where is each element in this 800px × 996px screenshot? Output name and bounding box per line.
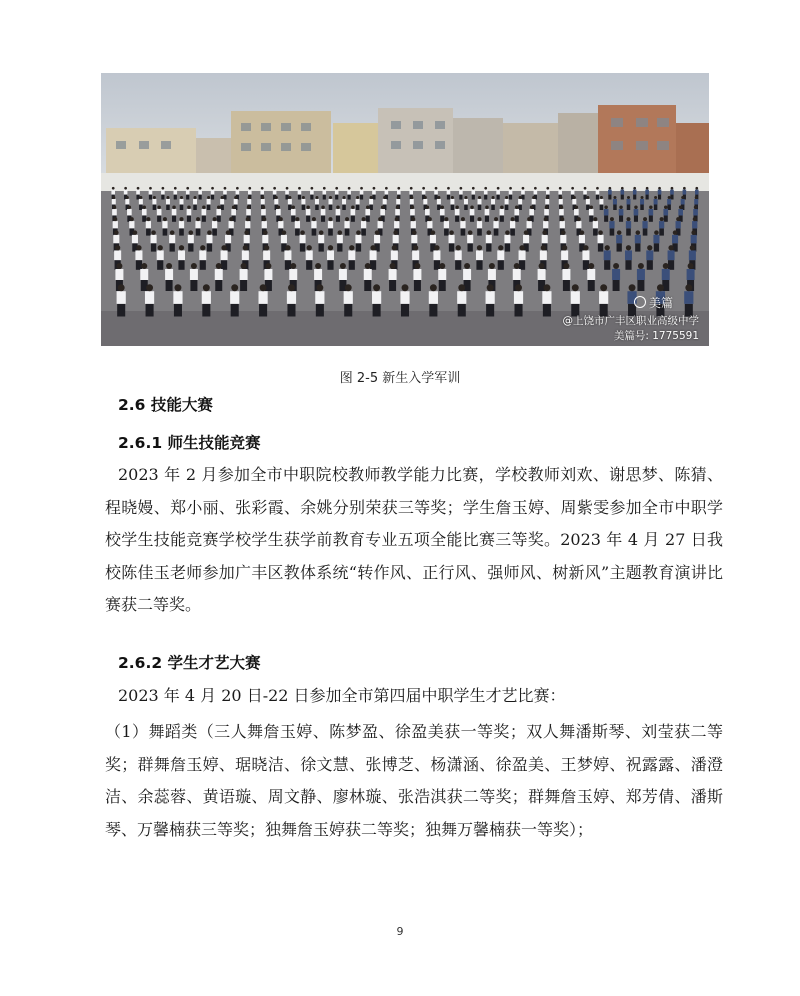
student-figure [221, 250, 228, 260]
student-figure [683, 190, 687, 195]
student-figure [589, 209, 594, 215]
student-figure [488, 269, 496, 280]
student-figure [311, 221, 316, 228]
student-figure [327, 250, 334, 260]
paragraph-teacher-student-competition: 2023 年 2 月参加全市中职院校教师教学能力比赛，学校教师刘欢、谢思梦、陈猜、程晓嫚、郑小丽、张彩霞、余姚分别荣获三等奖；学生詹玉婷、周紫雯参加全市中职学校学生技能竞赛学校学生获学前教育专业五项全能比赛三等奖。2023 年 4 月 27 日我校陈佳玉老师参加广丰区教体系统“转作风、正行风、强师风、树新风”主题教育演讲比赛获二等奖。 [105, 465, 723, 614]
student-figure [245, 221, 250, 228]
student-figure [212, 221, 217, 228]
student-figure [173, 291, 182, 304]
student-figure [206, 235, 212, 243]
student-figure [385, 190, 389, 195]
student-figure [646, 250, 653, 260]
student-figure [444, 221, 449, 228]
student-figure [364, 269, 372, 280]
student-figure [361, 221, 366, 228]
student-figure [434, 190, 438, 195]
student-figure [663, 209, 668, 215]
student-figure [540, 250, 547, 260]
student-figure [598, 235, 604, 243]
student-figure [335, 190, 339, 195]
student-figure [246, 209, 251, 215]
student-figure [179, 221, 184, 228]
student-figure [397, 190, 401, 195]
student-figure [587, 269, 595, 280]
student-figure [455, 209, 460, 215]
list-item-dance: （1）舞蹈类（三人舞詹玉婷、陈梦盈、徐盈美获一等奖；双人舞潘斯琴、刘莹获二等奖；群舞詹玉婷、琚晓洁、徐文慧、张博芝、杨潇涵、徐盈美、王梦婷、祝露露、潘澄洁、余蕊蓉、黄语璇、周文静、廖林璇、张浩淇获二等奖；群舞詹玉婷、郑芳倩、潘斯琴、万馨楠获三等奖；独舞詹玉婷获二等奖；独舞万馨楠获一等奖）； [105, 722, 723, 839]
student-figure [262, 235, 268, 243]
student-figure [306, 209, 311, 215]
student-figure [216, 209, 221, 215]
student-figure [559, 199, 563, 205]
section-heading-2-6: 2.6 技能大赛 [118, 396, 213, 414]
student-figure [136, 190, 140, 195]
student-figure [513, 269, 521, 280]
military-training-photo [101, 73, 709, 346]
student-figure [608, 190, 612, 195]
student-figure [114, 250, 121, 260]
section-heading-2-6-2: 2.6.2 学生才艺大赛 [118, 654, 261, 672]
student-figure [510, 221, 515, 228]
student-figure [457, 291, 466, 304]
meipian-logo-icon [634, 296, 646, 308]
student-figure [433, 250, 440, 260]
student-figure [231, 209, 236, 215]
student-figure [695, 190, 699, 195]
student-figure [449, 235, 455, 243]
student-figure [440, 209, 445, 215]
student-figure [223, 190, 227, 195]
student-figure [422, 190, 426, 195]
student-figure [380, 209, 385, 215]
student-figure [545, 199, 549, 205]
student-figure [627, 199, 631, 205]
student-figure [115, 269, 123, 280]
student-figure [576, 221, 581, 228]
student-figure [344, 221, 349, 228]
student-figure [486, 291, 495, 304]
student-figure [542, 291, 551, 304]
student-figure [560, 235, 566, 243]
student-figure [620, 190, 624, 195]
student-figure [202, 209, 207, 215]
student-figure [427, 221, 432, 228]
student-figure [260, 190, 264, 195]
student-figure [336, 209, 341, 215]
student-figure [113, 235, 119, 243]
student-figure [124, 190, 128, 195]
student-figure [258, 291, 267, 304]
page-number: 9 [396, 925, 404, 938]
student-figure [365, 209, 370, 215]
student-figure [599, 199, 603, 205]
student-figure [455, 250, 462, 260]
student-figure [529, 209, 534, 215]
student-figure [640, 199, 644, 205]
student-figure [659, 221, 664, 228]
student-figure [186, 190, 190, 195]
student-figure [410, 209, 415, 215]
student-figure [471, 190, 475, 195]
student-figure [572, 199, 576, 205]
student-figure [166, 199, 170, 205]
student-figure [521, 190, 525, 195]
photo-illustration [101, 73, 709, 346]
student-figure [467, 235, 473, 243]
student-figure [135, 250, 142, 260]
student-figure [157, 250, 164, 260]
student-figure [278, 221, 283, 228]
student-figure [112, 209, 117, 215]
student-figure [491, 199, 495, 205]
student-figure [262, 221, 267, 228]
student-figure [538, 269, 546, 280]
watermark-id: 美篇号: 1775591 [613, 330, 699, 342]
student-figure [161, 190, 165, 195]
student-figure [298, 190, 302, 195]
student-figure [626, 221, 631, 228]
student-figure [188, 235, 194, 243]
student-figure [411, 221, 416, 228]
student-figure [593, 221, 598, 228]
watermark-school: @上饶市广丰区职业高级中学 [562, 315, 699, 327]
student-figure [202, 291, 211, 304]
student-figure [500, 209, 505, 215]
student-figure [339, 269, 347, 280]
student-figure [285, 190, 289, 195]
student-figure [234, 199, 238, 205]
student-figure [360, 190, 364, 195]
student-figure [613, 199, 617, 205]
student-figure [649, 209, 654, 215]
student-figure [678, 209, 683, 215]
student-figure [667, 199, 671, 205]
student-figure [281, 235, 287, 243]
student-figure [514, 291, 523, 304]
student-figure [157, 209, 162, 215]
student-figure [523, 235, 529, 243]
student-figure [546, 190, 550, 195]
student-figure [322, 190, 326, 195]
student-figure [140, 269, 148, 280]
student-figure [321, 209, 326, 215]
student-figure [527, 221, 532, 228]
student-figure [329, 199, 333, 205]
student-figure [411, 235, 417, 243]
student-figure [505, 199, 509, 205]
student-figure [112, 199, 116, 205]
student-figure [574, 209, 579, 215]
student-figure [463, 269, 471, 280]
student-figure [571, 291, 580, 304]
student-figure [125, 199, 129, 205]
student-figure [681, 199, 685, 205]
student-figure [244, 235, 250, 243]
student-figure [450, 199, 454, 205]
student-figure [394, 221, 399, 228]
student-figure [519, 250, 526, 260]
student-figure [460, 221, 465, 228]
student-figure [190, 269, 198, 280]
student-figure [477, 221, 482, 228]
student-figure [215, 269, 223, 280]
student-figure [240, 269, 248, 280]
watermark-logo-text: 美篇 [648, 296, 673, 310]
student-figure [579, 235, 585, 243]
student-figure [172, 209, 177, 215]
student-figure [111, 190, 115, 195]
student-figure [504, 235, 510, 243]
student-figure [604, 209, 609, 215]
student-figure [149, 190, 153, 195]
student-figure [193, 199, 197, 205]
student-figure [658, 190, 662, 195]
student-figure [544, 209, 549, 215]
student-figure [599, 291, 608, 304]
student-figure [464, 199, 468, 205]
student-figure [486, 235, 492, 243]
student-figure [410, 199, 414, 205]
watermark-logo [634, 294, 673, 311]
student-figure [484, 190, 488, 195]
student-figure [558, 190, 562, 195]
student-figure [670, 190, 674, 195]
student-figure [430, 235, 436, 243]
student-figure [356, 199, 360, 205]
student-figure [514, 209, 519, 215]
student-figure [694, 199, 698, 205]
student-figure [470, 209, 475, 215]
student-figure [151, 235, 157, 243]
student-figure [612, 269, 620, 280]
student-figure [315, 199, 319, 205]
student-figure [288, 199, 292, 205]
student-figure [586, 199, 590, 205]
student-figure [348, 250, 355, 260]
student-figure [534, 190, 538, 195]
student-figure [687, 269, 695, 280]
student-figure [413, 269, 421, 280]
student-figure [129, 221, 134, 228]
student-figure [162, 221, 167, 228]
student-figure [429, 291, 438, 304]
student-figure [318, 235, 324, 243]
student-figure [273, 190, 277, 195]
student-figure [328, 221, 333, 228]
student-figure [423, 199, 427, 205]
student-figure [314, 269, 322, 280]
student-figure [672, 235, 678, 243]
student-figure [400, 291, 409, 304]
student-figure [342, 199, 346, 205]
student-figure [485, 209, 490, 215]
student-figure [372, 291, 381, 304]
student-figure [173, 190, 177, 195]
student-figure [619, 209, 624, 215]
student-figure [306, 250, 313, 260]
student-figure [383, 199, 387, 205]
student-figure [165, 269, 173, 280]
student-figure [393, 235, 399, 243]
student-figure [347, 190, 351, 195]
student-figure [532, 199, 536, 205]
student-figure [180, 199, 184, 205]
student-figure [409, 190, 413, 195]
student-figure [274, 199, 278, 205]
student-figure [571, 190, 575, 195]
student-figure [169, 235, 175, 243]
student-figure [438, 269, 446, 280]
student-figure [668, 250, 675, 260]
student-figure [315, 291, 324, 304]
student-figure [113, 221, 118, 228]
student-figure [437, 199, 441, 205]
student-figure [344, 291, 353, 304]
student-figure [145, 291, 154, 304]
student-figure [287, 291, 296, 304]
student-figure [634, 209, 639, 215]
student-figure [616, 235, 622, 243]
student-figure [637, 269, 645, 280]
student-figure [645, 190, 649, 195]
student-figure [263, 250, 270, 260]
student-figure [543, 221, 548, 228]
figure-caption: 图 2-5 新生入学军训 [339, 371, 461, 386]
paragraph-talent-intro: 2023 年 4 月 20 日-22 日参加全市第四届中职学生才艺比赛： [118, 686, 566, 705]
student-figure [662, 269, 670, 280]
student-figure [378, 221, 383, 228]
student-figure [493, 221, 498, 228]
student-figure [211, 190, 215, 195]
student-figure [625, 250, 632, 260]
student-figure [653, 235, 659, 243]
student-figure [284, 250, 291, 260]
student-figure [355, 235, 361, 243]
student-figure [289, 269, 297, 280]
student-figure [559, 209, 564, 215]
student-figure [301, 199, 305, 205]
student-figure [198, 190, 202, 195]
student-figure [117, 291, 126, 304]
section-heading-2-6-1: 2.6.1 师生技能竞赛 [118, 434, 261, 452]
student-figure [225, 235, 231, 243]
student-figure [195, 221, 200, 228]
student-figure [146, 221, 151, 228]
student-figure [236, 190, 240, 195]
student-figure [247, 199, 251, 205]
student-figure [476, 250, 483, 260]
student-figure [300, 235, 306, 243]
student-figure [374, 235, 380, 243]
student-figure [542, 235, 548, 243]
student-figure [242, 250, 249, 260]
student-figure [187, 209, 192, 215]
student-figure [689, 250, 696, 260]
student-figure [425, 209, 430, 215]
student-figure [509, 190, 513, 195]
student-figure [291, 209, 296, 215]
student-figure [412, 250, 419, 260]
student-figure [635, 235, 641, 243]
student-figure [684, 291, 693, 304]
student-figure [497, 250, 504, 260]
student-figure [582, 250, 589, 260]
student-figure [261, 199, 265, 205]
student-figure [518, 199, 522, 205]
student-figure [276, 209, 281, 215]
student-figure [370, 250, 377, 260]
student-figure [229, 221, 234, 228]
student-figure [459, 190, 463, 195]
student-figure [395, 209, 400, 215]
student-figure [676, 221, 681, 228]
student-figure [447, 190, 451, 195]
student-figure [478, 199, 482, 205]
student-figure [207, 199, 211, 205]
student-figure [127, 209, 132, 215]
student-figure [692, 221, 697, 228]
student-figure [139, 199, 143, 205]
student-figure [369, 199, 373, 205]
student-figure [560, 221, 565, 228]
student-figure [351, 209, 356, 215]
student-figure [372, 190, 376, 195]
student-figure [230, 291, 239, 304]
student-figure [609, 221, 614, 228]
student-figure [693, 209, 698, 215]
student-figure [199, 250, 206, 260]
student-figure [142, 209, 147, 215]
student-figure [583, 190, 587, 195]
student-figure [596, 190, 600, 195]
student-figure [642, 221, 647, 228]
student-figure [264, 269, 272, 280]
student-figure [178, 250, 185, 260]
student-figure [248, 190, 252, 195]
student-figure [654, 199, 658, 205]
student-figure [310, 190, 314, 195]
student-figure [152, 199, 156, 205]
student-figure [295, 221, 300, 228]
student-figure [391, 250, 398, 260]
student-figure [562, 269, 570, 280]
student-figure [220, 199, 224, 205]
student-figure [337, 235, 343, 243]
student-figure [132, 235, 138, 243]
student-figure [496, 190, 500, 195]
student-figure [633, 190, 637, 195]
student-figure [389, 269, 397, 280]
student-figure [604, 250, 611, 260]
student-figure [396, 199, 400, 205]
student-figure [561, 250, 568, 260]
student-figure [691, 235, 697, 243]
student-figure [261, 209, 266, 215]
